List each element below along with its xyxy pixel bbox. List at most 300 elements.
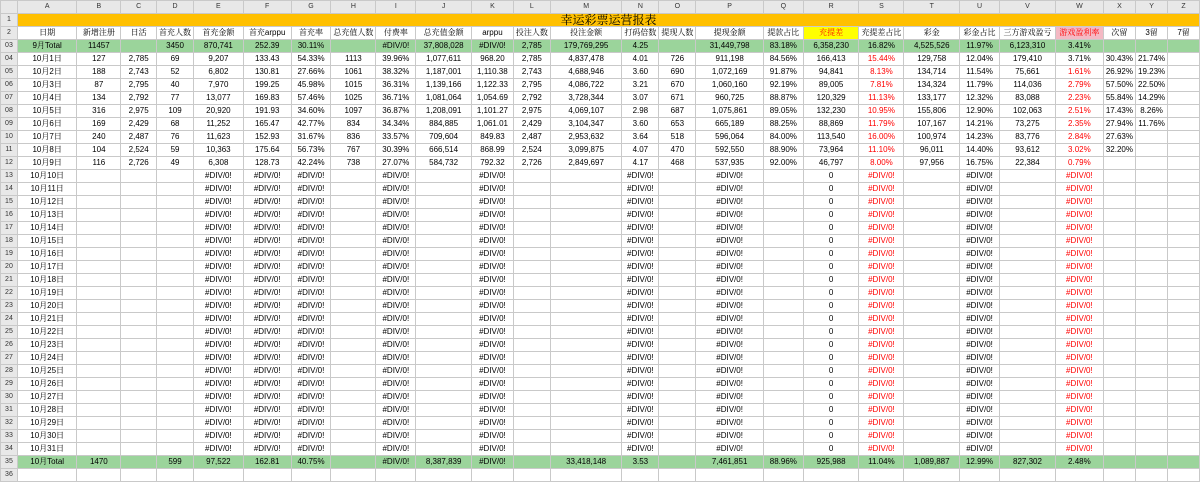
grid-corner[interactable] (1, 1, 18, 14)
cell-charge_withdraw_diff[interactable]: 166,413 (803, 53, 859, 66)
cell-first_charge_arppu[interactable]: 252.39 (243, 40, 291, 53)
cell-withdraw_amount[interactable]: #DIV/0! (696, 209, 764, 222)
cell-total_charge_amount[interactable] (416, 196, 472, 209)
cell-total_charge_people[interactable] (331, 430, 376, 443)
cell-third_party_game[interactable] (1000, 391, 1056, 404)
cell-pay_rate[interactable]: #DIV/0! (376, 287, 416, 300)
cell-charge_withdraw_diff_ratio[interactable]: #DIV/0! (859, 313, 904, 326)
cell-withdraw_ratio[interactable] (763, 430, 803, 443)
cell-first_charge_people[interactable] (157, 352, 194, 365)
cell-date[interactable]: 10月20日 (17, 300, 77, 313)
cell-dau[interactable] (121, 40, 157, 53)
table-row[interactable] (1, 66, 1200, 79)
cell-dau[interactable] (121, 326, 157, 339)
cell-first_charge_amount[interactable]: 6,802 (194, 66, 244, 79)
cell-total_charge_amount[interactable]: 584,732 (416, 157, 472, 170)
cell-total_charge_amount[interactable] (416, 417, 472, 430)
cell-code_back[interactable]: #DIV/0! (622, 430, 659, 443)
cell-d7[interactable] (1168, 53, 1200, 66)
cell-pay_rate[interactable]: 36.71% (376, 92, 416, 105)
cell-first_charge_rate[interactable]: #DIV/0! (291, 417, 331, 430)
cell-arppu[interactable]: #DIV/0! (472, 443, 514, 456)
cell-total_charge_people[interactable] (331, 313, 376, 326)
cell-first_charge_amount[interactable]: #DIV/0! (194, 352, 244, 365)
cell-third_party_game[interactable]: 73,275 (1000, 118, 1056, 131)
cell-d1[interactable] (1103, 222, 1135, 235)
cell-code_back[interactable]: #DIV/0! (622, 339, 659, 352)
cell-total_charge_amount[interactable] (416, 469, 472, 482)
cell-charge_withdraw_diff[interactable]: 6,358,230 (803, 40, 859, 53)
cell-d1[interactable] (1103, 456, 1135, 469)
cell-bet_amount[interactable]: 2,953,632 (550, 131, 622, 144)
cell-new_reg[interactable]: 240 (77, 131, 121, 144)
cell-pay_rate[interactable]: 38.32% (376, 66, 416, 79)
cell-arppu[interactable]: 1,122.33 (472, 79, 514, 92)
cell-game_profit_rate[interactable]: #DIV/0! (1055, 378, 1103, 391)
cell-pay_rate[interactable]: #DIV/0! (376, 196, 416, 209)
cell-new_reg[interactable]: 316 (77, 105, 121, 118)
cell-d3[interactable] (1136, 209, 1168, 222)
cell-bonus_ratio[interactable]: #DIV/0! (960, 404, 1000, 417)
cell-bonus[interactable] (904, 261, 960, 274)
cell-d1[interactable] (1103, 287, 1135, 300)
cell-d3[interactable] (1136, 469, 1168, 482)
cell-first_charge_people[interactable] (157, 261, 194, 274)
row-number[interactable]: 08 (1, 105, 18, 118)
cell-date[interactable]: 10月8日 (17, 144, 77, 157)
cell-d7[interactable] (1168, 131, 1200, 144)
cell-first_charge_people[interactable] (157, 443, 194, 456)
cell-d3[interactable]: 22.50% (1136, 79, 1168, 92)
cell-total_charge_people[interactable]: 1025 (331, 92, 376, 105)
cell-bonus[interactable] (904, 196, 960, 209)
table-row[interactable] (1, 79, 1200, 92)
cell-withdraw_amount[interactable]: #DIV/0! (696, 378, 764, 391)
cell-withdraw_people[interactable]: 671 (659, 92, 696, 105)
cell-first_charge_people[interactable] (157, 209, 194, 222)
cell-date[interactable]: 10月31日 (17, 443, 77, 456)
cell-bet_amount[interactable] (550, 365, 622, 378)
column-letter-14[interactable]: N (622, 1, 659, 14)
cell-charge_withdraw_diff_ratio[interactable]: 8.00% (859, 157, 904, 170)
cell-first_charge_people[interactable]: 52 (157, 66, 194, 79)
cell-total_charge_amount[interactable]: 1,187,001 (416, 66, 472, 79)
column-letter-18[interactable]: R (803, 1, 859, 14)
cell-first_charge_arppu[interactable]: #DIV/0! (243, 391, 291, 404)
cell-arppu[interactable]: #DIV/0! (472, 170, 514, 183)
cell-charge_withdraw_diff_ratio[interactable]: #DIV/0! (859, 417, 904, 430)
cell-pay_rate[interactable]: #DIV/0! (376, 261, 416, 274)
cell-charge_withdraw_diff_ratio[interactable]: 11.79% (859, 118, 904, 131)
cell-withdraw_people[interactable]: 518 (659, 131, 696, 144)
cell-charge_withdraw_diff_ratio[interactable]: #DIV/0! (859, 352, 904, 365)
cell-charge_withdraw_diff[interactable]: 0 (803, 352, 859, 365)
cell-d7[interactable] (1168, 40, 1200, 53)
cell-arppu[interactable]: #DIV/0! (472, 417, 514, 430)
cell-bonus_ratio[interactable]: 11.54% (960, 66, 1000, 79)
row-number[interactable]: 1 (1, 14, 18, 27)
cell-game_profit_rate[interactable]: #DIV/0! (1055, 326, 1103, 339)
cell-bonus[interactable]: 1,089,887 (904, 456, 960, 469)
cell-first_charge_rate[interactable]: 54.33% (291, 53, 331, 66)
cell-d3[interactable] (1136, 40, 1168, 53)
cell-new_reg[interactable] (77, 417, 121, 430)
cell-dau[interactable] (121, 248, 157, 261)
cell-total_charge_people[interactable] (331, 443, 376, 456)
cell-withdraw_ratio[interactable]: 84.56% (763, 53, 803, 66)
cell-game_profit_rate[interactable]: #DIV/0! (1055, 196, 1103, 209)
cell-game_profit_rate[interactable]: #DIV/0! (1055, 209, 1103, 222)
row-number[interactable]: 09 (1, 118, 18, 131)
cell-new_reg[interactable] (77, 378, 121, 391)
cell-bonus[interactable] (904, 313, 960, 326)
cell-date[interactable]: 10月Total (17, 456, 77, 469)
cell-first_charge_arppu[interactable]: #DIV/0! (243, 170, 291, 183)
cell-first_charge_people[interactable] (157, 170, 194, 183)
cell-new_reg[interactable]: 1470 (77, 456, 121, 469)
cell-bonus_ratio[interactable]: 16.75% (960, 157, 1000, 170)
cell-total_charge_people[interactable]: 1113 (331, 53, 376, 66)
row-number[interactable]: 05 (1, 66, 18, 79)
cell-game_profit_rate[interactable]: #DIV/0! (1055, 339, 1103, 352)
cell-pay_rate[interactable]: #DIV/0! (376, 274, 416, 287)
cell-third_party_game[interactable]: 83,776 (1000, 131, 1056, 144)
cell-charge_withdraw_diff_ratio[interactable]: 10.95% (859, 105, 904, 118)
cell-withdraw_people[interactable] (659, 196, 696, 209)
cell-game_profit_rate[interactable]: #DIV/0! (1055, 365, 1103, 378)
cell-arppu[interactable]: 849.83 (472, 131, 514, 144)
column-letter-15[interactable]: O (659, 1, 696, 14)
cell-first_charge_rate[interactable]: #DIV/0! (291, 404, 331, 417)
cell-d3[interactable]: 11.76% (1136, 118, 1168, 131)
cell-d7[interactable] (1168, 313, 1200, 326)
cell-d1[interactable] (1103, 352, 1135, 365)
cell-game_profit_rate[interactable]: 1.61% (1055, 66, 1103, 79)
cell-withdraw_people[interactable] (659, 287, 696, 300)
cell-charge_withdraw_diff_ratio[interactable]: #DIV/0! (859, 404, 904, 417)
cell-withdraw_people[interactable] (659, 443, 696, 456)
cell-date[interactable]: 10月3日 (17, 79, 77, 92)
cell-dau[interactable] (121, 222, 157, 235)
cell-first_charge_people[interactable] (157, 404, 194, 417)
cell-pay_rate[interactable]: 39.96% (376, 53, 416, 66)
cell-date[interactable]: 10月18日 (17, 274, 77, 287)
cell-bet_people[interactable] (513, 326, 550, 339)
cell-d7[interactable] (1168, 157, 1200, 170)
cell-game_profit_rate[interactable]: #DIV/0! (1055, 417, 1103, 430)
cell-dau[interactable]: 2,743 (121, 66, 157, 79)
cell-arppu[interactable]: #DIV/0! (472, 209, 514, 222)
cell-bet_amount[interactable]: 3,728,344 (550, 92, 622, 105)
table-row[interactable] (1, 430, 1200, 443)
cell-game_profit_rate[interactable]: 2.84% (1055, 131, 1103, 144)
cell-first_charge_arppu[interactable]: #DIV/0! (243, 274, 291, 287)
cell-first_charge_people[interactable]: 59 (157, 144, 194, 157)
cell-bonus_ratio[interactable]: #DIV/0! (960, 274, 1000, 287)
cell-first_charge_amount[interactable]: 11,623 (194, 131, 244, 144)
cell-withdraw_people[interactable] (659, 339, 696, 352)
cell-first_charge_people[interactable] (157, 274, 194, 287)
cell-new_reg[interactable] (77, 404, 121, 417)
cell-third_party_game[interactable] (1000, 287, 1056, 300)
cell-pay_rate[interactable]: #DIV/0! (376, 378, 416, 391)
cell-first_charge_amount[interactable]: #DIV/0! (194, 222, 244, 235)
cell-game_profit_rate[interactable]: 2.48% (1055, 456, 1103, 469)
cell-withdraw_ratio[interactable] (763, 183, 803, 196)
cell-pay_rate[interactable]: #DIV/0! (376, 417, 416, 430)
table-row[interactable] (1, 391, 1200, 404)
cell-new_reg[interactable] (77, 248, 121, 261)
cell-third_party_game[interactable] (1000, 430, 1056, 443)
cell-charge_withdraw_diff[interactable]: 0 (803, 248, 859, 261)
cell-bet_people[interactable]: 2,726 (513, 157, 550, 170)
cell-bet_people[interactable] (513, 183, 550, 196)
column-letter-17[interactable]: Q (763, 1, 803, 14)
cell-first_charge_people[interactable]: 68 (157, 118, 194, 131)
cell-bet_people[interactable]: 2,524 (513, 144, 550, 157)
column-letter-10[interactable]: J (416, 1, 472, 14)
cell-new_reg[interactable] (77, 430, 121, 443)
cell-d7[interactable] (1168, 105, 1200, 118)
cell-game_profit_rate[interactable]: 2.51% (1055, 105, 1103, 118)
cell-bonus_ratio[interactable]: 11.79% (960, 79, 1000, 92)
cell-d1[interactable] (1103, 430, 1135, 443)
cell-code_back[interactable]: #DIV/0! (622, 248, 659, 261)
table-row[interactable] (1, 404, 1200, 417)
row-number[interactable]: 25 (1, 326, 18, 339)
cell-arppu[interactable]: #DIV/0! (472, 261, 514, 274)
cell-total_charge_people[interactable] (331, 378, 376, 391)
cell-d3[interactable] (1136, 183, 1168, 196)
cell-d3[interactable] (1136, 196, 1168, 209)
cell-first_charge_arppu[interactable]: #DIV/0! (243, 261, 291, 274)
cell-first_charge_amount[interactable]: #DIV/0! (194, 378, 244, 391)
cell-d7[interactable] (1168, 66, 1200, 79)
cell-charge_withdraw_diff[interactable]: 0 (803, 365, 859, 378)
cell-first_charge_arppu[interactable]: #DIV/0! (243, 196, 291, 209)
cell-withdraw_amount[interactable]: 960,725 (696, 92, 764, 105)
cell-d1[interactable] (1103, 404, 1135, 417)
cell-withdraw_ratio[interactable] (763, 209, 803, 222)
cell-arppu[interactable] (472, 469, 514, 482)
cell-new_reg[interactable] (77, 287, 121, 300)
cell-bonus_ratio[interactable]: #DIV/0! (960, 443, 1000, 456)
cell-withdraw_ratio[interactable] (763, 417, 803, 430)
cell-first_charge_rate[interactable]: #DIV/0! (291, 391, 331, 404)
cell-code_back[interactable]: #DIV/0! (622, 391, 659, 404)
cell-bet_people[interactable] (513, 261, 550, 274)
column-letter-26[interactable]: Z (1168, 1, 1200, 14)
cell-first_charge_amount[interactable]: 870,741 (194, 40, 244, 53)
cell-new_reg[interactable] (77, 170, 121, 183)
cell-new_reg[interactable] (77, 339, 121, 352)
cell-d3[interactable] (1136, 131, 1168, 144)
table-row[interactable] (1, 339, 1200, 352)
cell-bet_people[interactable] (513, 404, 550, 417)
cell-new_reg[interactable] (77, 326, 121, 339)
cell-third_party_game[interactable]: 102,063 (1000, 105, 1056, 118)
table-row[interactable] (1, 53, 1200, 66)
cell-first_charge_arppu[interactable]: #DIV/0! (243, 222, 291, 235)
cell-total_charge_amount[interactable] (416, 365, 472, 378)
cell-d3[interactable] (1136, 261, 1168, 274)
cell-d3[interactable] (1136, 222, 1168, 235)
row-number[interactable]: 34 (1, 443, 18, 456)
cell-charge_withdraw_diff[interactable]: 73,964 (803, 144, 859, 157)
cell-game_profit_rate[interactable]: 3.41% (1055, 40, 1103, 53)
cell-total_charge_amount[interactable]: 709,604 (416, 131, 472, 144)
cell-first_charge_people[interactable] (157, 469, 194, 482)
cell-withdraw_amount[interactable]: #DIV/0! (696, 339, 764, 352)
cell-third_party_game[interactable] (1000, 170, 1056, 183)
cell-bet_people[interactable] (513, 313, 550, 326)
cell-withdraw_people[interactable] (659, 391, 696, 404)
cell-total_charge_people[interactable] (331, 300, 376, 313)
cell-withdraw_ratio[interactable] (763, 300, 803, 313)
cell-total_charge_people[interactable] (331, 261, 376, 274)
cell-code_back[interactable]: #DIV/0! (622, 417, 659, 430)
cell-first_charge_rate[interactable]: #DIV/0! (291, 339, 331, 352)
table-row[interactable] (1, 352, 1200, 365)
cell-game_profit_rate[interactable]: #DIV/0! (1055, 248, 1103, 261)
column-letter-4[interactable]: D (157, 1, 194, 14)
row-number[interactable]: 32 (1, 417, 18, 430)
cell-bonus_ratio[interactable]: #DIV/0! (960, 326, 1000, 339)
cell-third_party_game[interactable] (1000, 261, 1056, 274)
table-row[interactable] (1, 157, 1200, 170)
cell-third_party_game[interactable] (1000, 274, 1056, 287)
cell-total_charge_people[interactable] (331, 222, 376, 235)
cell-d7[interactable] (1168, 144, 1200, 157)
cell-arppu[interactable]: 868.99 (472, 144, 514, 157)
cell-total_charge_amount[interactable] (416, 170, 472, 183)
cell-third_party_game[interactable]: 6,123,310 (1000, 40, 1056, 53)
cell-first_charge_rate[interactable]: #DIV/0! (291, 352, 331, 365)
cell-bet_people[interactable] (513, 209, 550, 222)
cell-charge_withdraw_diff_ratio[interactable]: #DIV/0! (859, 183, 904, 196)
cell-withdraw_amount[interactable]: #DIV/0! (696, 443, 764, 456)
cell-first_charge_arppu[interactable]: #DIV/0! (243, 248, 291, 261)
cell-first_charge_amount[interactable]: #DIV/0! (194, 443, 244, 456)
cell-date[interactable]: 10月23日 (17, 339, 77, 352)
cell-first_charge_people[interactable] (157, 339, 194, 352)
column-letter-3[interactable]: C (121, 1, 157, 14)
cell-withdraw_amount[interactable]: #DIV/0! (696, 170, 764, 183)
cell-arppu[interactable]: #DIV/0! (472, 365, 514, 378)
cell-d1[interactable]: 27.63% (1103, 131, 1135, 144)
table-row[interactable] (1, 274, 1200, 287)
cell-d7[interactable] (1168, 352, 1200, 365)
cell-code_back[interactable]: #DIV/0! (622, 222, 659, 235)
cell-d1[interactable] (1103, 391, 1135, 404)
cell-first_charge_rate[interactable]: #DIV/0! (291, 274, 331, 287)
cell-first_charge_amount[interactable]: #DIV/0! (194, 235, 244, 248)
cell-bonus_ratio[interactable]: 14.23% (960, 131, 1000, 144)
cell-charge_withdraw_diff[interactable]: 0 (803, 326, 859, 339)
cell-charge_withdraw_diff_ratio[interactable]: 16.82% (859, 40, 904, 53)
cell-dau[interactable] (121, 391, 157, 404)
cell-bet_amount[interactable]: 3,099,875 (550, 144, 622, 157)
cell-d1[interactable]: 27.94% (1103, 118, 1135, 131)
cell-new_reg[interactable] (77, 443, 121, 456)
cell-code_back[interactable]: #DIV/0! (622, 261, 659, 274)
cell-withdraw_people[interactable] (659, 209, 696, 222)
cell-bet_people[interactable]: 2,785 (513, 53, 550, 66)
cell-first_charge_arppu[interactable]: 152.93 (243, 131, 291, 144)
table-row[interactable] (1, 248, 1200, 261)
cell-charge_withdraw_diff[interactable]: 0 (803, 313, 859, 326)
cell-d1[interactable] (1103, 313, 1135, 326)
cell-first_charge_amount[interactable]: #DIV/0! (194, 170, 244, 183)
cell-date[interactable]: 10月14日 (17, 222, 77, 235)
cell-total_charge_people[interactable] (331, 456, 376, 469)
cell-total_charge_amount[interactable] (416, 313, 472, 326)
cell-withdraw_people[interactable] (659, 222, 696, 235)
cell-charge_withdraw_diff_ratio[interactable]: #DIV/0! (859, 248, 904, 261)
cell-bonus[interactable] (904, 287, 960, 300)
cell-game_profit_rate[interactable]: #DIV/0! (1055, 430, 1103, 443)
cell-bet_people[interactable]: 2,429 (513, 118, 550, 131)
cell-first_charge_arppu[interactable]: 162.81 (243, 456, 291, 469)
cell-third_party_game[interactable]: 83,088 (1000, 92, 1056, 105)
cell-first_charge_people[interactable] (157, 326, 194, 339)
cell-bet_people[interactable] (513, 378, 550, 391)
cell-code_back[interactable]: #DIV/0! (622, 287, 659, 300)
cell-game_profit_rate[interactable]: 3.71% (1055, 53, 1103, 66)
cell-withdraw_amount[interactable]: #DIV/0! (696, 417, 764, 430)
cell-third_party_game[interactable]: 22,384 (1000, 157, 1056, 170)
cell-first_charge_rate[interactable]: #DIV/0! (291, 170, 331, 183)
column-letter-2[interactable]: B (77, 1, 121, 14)
cell-bet_amount[interactable] (550, 222, 622, 235)
cell-d7[interactable] (1168, 430, 1200, 443)
cell-withdraw_amount[interactable]: 537,935 (696, 157, 764, 170)
cell-withdraw_ratio[interactable]: 92.00% (763, 157, 803, 170)
row-number[interactable]: 2 (1, 27, 18, 40)
cell-bonus[interactable] (904, 235, 960, 248)
cell-d1[interactable] (1103, 326, 1135, 339)
cell-new_reg[interactable] (77, 300, 121, 313)
cell-total_charge_amount[interactable]: 1,077,611 (416, 53, 472, 66)
cell-bet_people[interactable] (513, 352, 550, 365)
cell-third_party_game[interactable] (1000, 417, 1056, 430)
row-number[interactable]: 11 (1, 144, 18, 157)
cell-arppu[interactable]: #DIV/0! (472, 287, 514, 300)
cell-charge_withdraw_diff[interactable]: 89,005 (803, 79, 859, 92)
cell-bet_amount[interactable] (550, 352, 622, 365)
cell-dau[interactable] (121, 378, 157, 391)
cell-first_charge_rate[interactable]: #DIV/0! (291, 196, 331, 209)
cell-charge_withdraw_diff_ratio[interactable]: 11.10% (859, 144, 904, 157)
cell-bonus[interactable] (904, 430, 960, 443)
cell-date[interactable]: 10月19日 (17, 287, 77, 300)
cell-date[interactable]: 10月12日 (17, 196, 77, 209)
cell-bet_people[interactable] (513, 417, 550, 430)
cell-bonus_ratio[interactable]: #DIV/0! (960, 209, 1000, 222)
cell-first_charge_rate[interactable]: #DIV/0! (291, 287, 331, 300)
cell-withdraw_amount[interactable]: 592,550 (696, 144, 764, 157)
cell-total_charge_amount[interactable] (416, 183, 472, 196)
cell-third_party_game[interactable]: 179,410 (1000, 53, 1056, 66)
cell-withdraw_ratio[interactable] (763, 261, 803, 274)
cell-withdraw_amount[interactable]: #DIV/0! (696, 391, 764, 404)
cell-bonus[interactable] (904, 170, 960, 183)
cell-arppu[interactable]: #DIV/0! (472, 430, 514, 443)
cell-total_charge_amount[interactable]: 1,208,091 (416, 105, 472, 118)
cell-code_back[interactable]: #DIV/0! (622, 235, 659, 248)
cell-first_charge_amount[interactable]: 7,970 (194, 79, 244, 92)
cell-new_reg[interactable]: 127 (77, 53, 121, 66)
